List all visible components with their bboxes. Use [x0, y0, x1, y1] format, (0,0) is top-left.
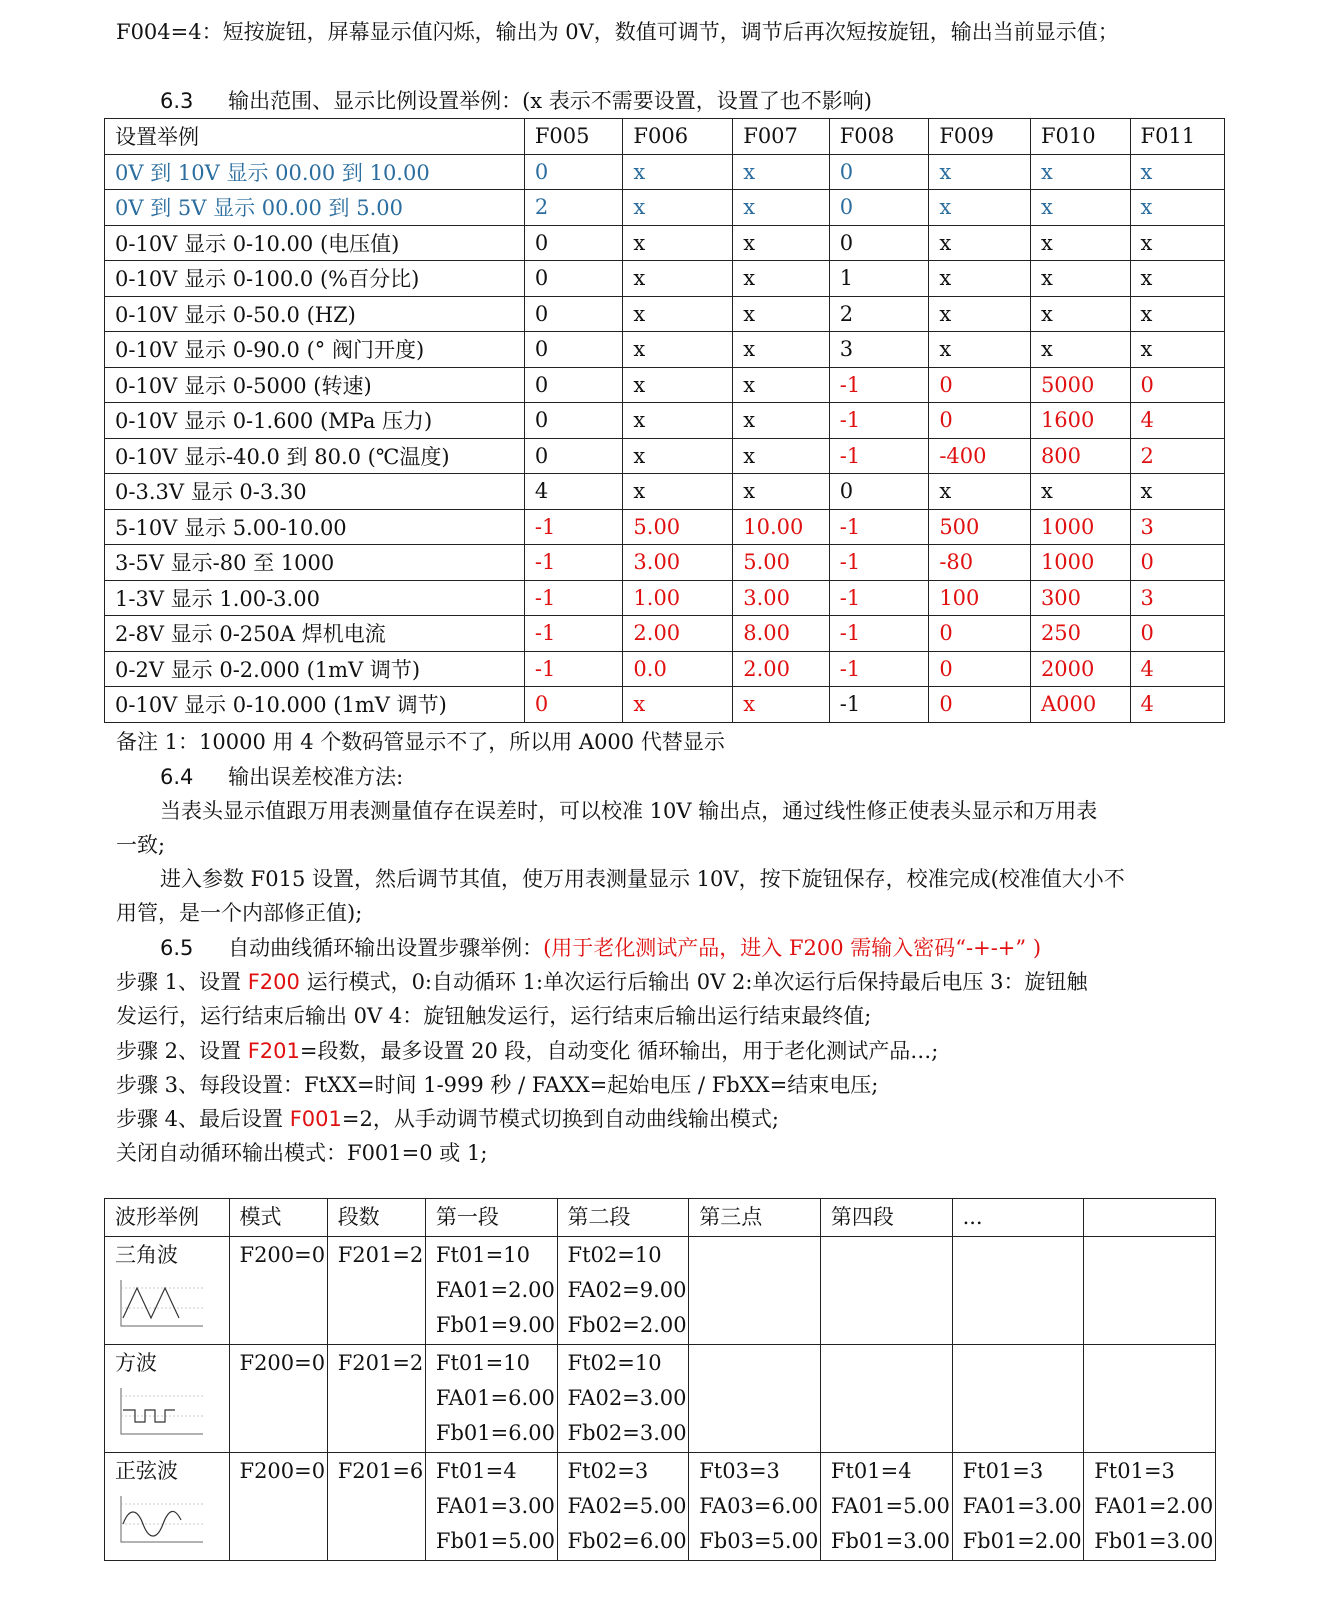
- table-cell: x: [623, 403, 733, 439]
- table-cell: 2.00: [623, 616, 733, 652]
- table-cell: 4: [1130, 651, 1224, 687]
- table-row: [105, 545, 1225, 581]
- table-cell: x: [929, 261, 1031, 297]
- table-cell: 0: [524, 332, 623, 368]
- calibration-paragraph-2: 进入参数 F015 设置，然后调节其值，使万用表测量显示 10V，按下旋钮保存，校准完成(校准值大小不: [160, 867, 1125, 891]
- table-row: [105, 367, 1225, 403]
- segment-cell: Ft02=3 FA02=5.00 Fb02=6.00: [557, 1453, 689, 1561]
- table-cell: -1: [524, 651, 623, 687]
- table-cell: -1: [524, 509, 623, 545]
- table-cell: x: [623, 154, 733, 190]
- table-cell: 4: [524, 474, 623, 510]
- table-cell: 0: [524, 438, 623, 474]
- table-cell: 0: [524, 367, 623, 403]
- section-6-5-heading: [160, 933, 1041, 963]
- table-cell: 0: [829, 190, 929, 226]
- waveform-cell: [105, 1345, 230, 1453]
- step-1: [116, 967, 1087, 997]
- table-cell: -1: [524, 580, 623, 616]
- table-row: [105, 261, 1225, 297]
- table-header-cell: 波形举例: [105, 1199, 230, 1237]
- table-header-row: [105, 1199, 1216, 1237]
- table-cell: 3.00: [733, 580, 829, 616]
- step-4: [116, 1104, 779, 1134]
- table-cell: x: [733, 225, 829, 261]
- table-cell: x: [1130, 190, 1224, 226]
- table-cell: 0: [524, 154, 623, 190]
- table-cell: x: [623, 474, 733, 510]
- table-header-cell: 设置举例: [105, 119, 525, 155]
- table-cell: 0: [829, 225, 929, 261]
- segment-cell: [689, 1345, 821, 1453]
- segment-cell: Ft03=3 FA03=6.00 Fb03=5.00: [689, 1453, 821, 1561]
- step-4-text: 步骤 4、最后设置: [116, 1107, 290, 1131]
- step-4-param: F001: [289, 1107, 342, 1131]
- table-cell: 8.00: [733, 616, 829, 652]
- table-cell: F200=0: [229, 1453, 327, 1561]
- table-row: [105, 651, 1225, 687]
- waveform-name: 三角波: [115, 1243, 178, 1267]
- table-header-cell: 段数: [327, 1199, 425, 1237]
- table-cell: x: [1130, 474, 1224, 510]
- table-header-row: [105, 119, 1225, 155]
- table-cell: x: [623, 261, 733, 297]
- table-cell: -400: [929, 438, 1031, 474]
- segment-cell: Ft01=4 FA01=3.00 Fb01=5.00: [425, 1453, 557, 1561]
- table-cell: -1: [829, 651, 929, 687]
- table-cell: x: [929, 474, 1031, 510]
- table-cell: -80: [929, 545, 1031, 581]
- table-header-cell: 第二段: [557, 1199, 689, 1237]
- table-cell: x: [1030, 261, 1130, 297]
- table-cell: 0-10V 显示 0-1.600 (MPa 压力): [105, 403, 525, 439]
- section-number: 6.5: [160, 936, 194, 960]
- segment-cell: [820, 1345, 952, 1453]
- table-cell: x: [623, 296, 733, 332]
- table-cell: 0-2V 显示 0-2.000 (1mV 调节): [105, 651, 525, 687]
- table-cell: 3-5V 显示-80 至 1000: [105, 545, 525, 581]
- note-1: 备注 1：10000 用 4 个数码管显示不了，所以用 A000 代替显示: [116, 730, 725, 754]
- table-header-cell: F010: [1030, 119, 1130, 155]
- table-cell: -1: [829, 580, 929, 616]
- table-cell: 0: [1130, 616, 1224, 652]
- table-cell: x: [623, 190, 733, 226]
- table-row: [105, 296, 1225, 332]
- table-cell: F200=0: [229, 1345, 327, 1453]
- step-3: 步骤 3、每段设置：FtXX=时间 1-999 秒 / FAXX=起始电压 / FbXX=结束电压;: [116, 1073, 879, 1097]
- segment-cell: [820, 1237, 952, 1345]
- table-cell: 250: [1030, 616, 1130, 652]
- table-cell: 5-10V 显示 5.00-10.00: [105, 509, 525, 545]
- intro-line: F004=4：短按旋钮，屏幕显示值闪烁，输出为 0V，数值可调节，调节后再次短按旋钮，输出当前显示值；: [116, 20, 1119, 44]
- table-header-cell: F007: [733, 119, 829, 155]
- table-cell: x: [623, 225, 733, 261]
- table-cell: x: [733, 154, 829, 190]
- table-row: [105, 616, 1225, 652]
- table-cell: x: [1030, 296, 1130, 332]
- table-cell: x: [733, 367, 829, 403]
- table-row: [105, 438, 1225, 474]
- table-cell: 0-10V 显示 0-90.0 (° 阀门开度): [105, 332, 525, 368]
- table-cell: -1: [829, 616, 929, 652]
- table-cell: -1: [829, 367, 929, 403]
- table-cell: 0: [929, 616, 1031, 652]
- table-cell: 2: [524, 190, 623, 226]
- step-1-cont: 发运行，运行结束后输出 0V 4：旋钮触发运行，运行结束后输出运行结束最终值;: [116, 1004, 872, 1028]
- table-cell: x: [733, 474, 829, 510]
- table-cell: 2000: [1030, 651, 1130, 687]
- table-cell: 0: [524, 403, 623, 439]
- table-cell: x: [733, 403, 829, 439]
- table-header-cell: [1084, 1199, 1216, 1237]
- table-cell: 10.00: [733, 509, 829, 545]
- sine-wave-icon: [115, 1494, 205, 1548]
- table-cell: 4: [1130, 403, 1224, 439]
- section-number: 6.3: [160, 89, 194, 113]
- table-cell: x: [929, 154, 1031, 190]
- table-cell: x: [623, 438, 733, 474]
- segment-cell: [952, 1345, 1084, 1453]
- section-title: 输出误差校准方法:: [228, 765, 404, 789]
- table-cell: 0-10V 显示-40.0 到 80.0 (℃温度): [105, 438, 525, 474]
- table-row: [105, 687, 1225, 723]
- table-cell: x: [1030, 225, 1130, 261]
- table-cell: -1: [829, 687, 929, 723]
- table-cell: 0.0: [623, 651, 733, 687]
- segment-cell: [689, 1237, 821, 1345]
- table-cell: 0: [524, 296, 623, 332]
- waveform-cell: [105, 1237, 230, 1345]
- table-header-cell: 第一段: [425, 1199, 557, 1237]
- table-cell: 0-10V 显示 0-10.000 (1mV 调节): [105, 687, 525, 723]
- table-cell: F200=0: [229, 1237, 327, 1345]
- waveform-table: [104, 1198, 1216, 1561]
- table-cell: 0: [929, 367, 1031, 403]
- section-title-note: (用于老化测试产品，进入 F200 需输入密码“-+-+” ): [543, 936, 1042, 960]
- table-header-cell: F005: [524, 119, 623, 155]
- table-header-cell: 第四段: [820, 1199, 952, 1237]
- step-4-text-b: =2，从手动调节模式切换到自动曲线输出模式;: [341, 1107, 779, 1131]
- segment-cell: Ft01=3 FA01=2.00 Fb01=3.00: [1084, 1453, 1216, 1561]
- table-cell: x: [1130, 296, 1224, 332]
- table-cell: 0: [929, 651, 1031, 687]
- table-cell: -1: [829, 438, 929, 474]
- section-title: 输出范围、显示比例设置举例：(x 表示不需要设置，设置了也不影响): [228, 89, 872, 113]
- table-cell: x: [733, 296, 829, 332]
- table-header-cell: ...: [952, 1199, 1084, 1237]
- table-cell: 5000: [1030, 367, 1130, 403]
- close-auto-mode: 关闭自动循环输出模式：F001=0 或 1;: [116, 1141, 488, 1165]
- segment-cell: Ft02=10 FA02=9.00 Fb02=2.00: [557, 1237, 689, 1345]
- table-cell: 0-10V 显示 0-100.0 (%百分比): [105, 261, 525, 297]
- table-cell: 0: [524, 687, 623, 723]
- table-cell: 2: [829, 296, 929, 332]
- step-1-param: F200: [247, 970, 300, 994]
- table-cell: 0-10V 显示 0-5000 (转速): [105, 367, 525, 403]
- table-header-cell: F011: [1130, 119, 1224, 155]
- segment-cell: [1084, 1345, 1216, 1453]
- step-2-text: 步骤 2、设置: [116, 1039, 248, 1063]
- table-cell: x: [1030, 474, 1130, 510]
- output-range-table: [104, 118, 1225, 723]
- segment-cell: Ft02=10 FA02=3.00 Fb02=3.00: [557, 1345, 689, 1453]
- table-row: [105, 509, 1225, 545]
- table-row: [105, 225, 1225, 261]
- table-cell: 0: [829, 154, 929, 190]
- table-cell: -1: [524, 545, 623, 581]
- table-header-cell: 第三点: [689, 1199, 821, 1237]
- table-cell: 0: [829, 474, 929, 510]
- waveform-cell: [105, 1453, 230, 1561]
- table-cell: 3: [1130, 509, 1224, 545]
- table-cell: -1: [829, 545, 929, 581]
- table-cell: F201=6: [327, 1453, 425, 1561]
- table-header-cell: 模式: [229, 1199, 327, 1237]
- table-cell: F201=2: [327, 1345, 425, 1453]
- table-cell: 1600: [1030, 403, 1130, 439]
- table-cell: 2: [1130, 438, 1224, 474]
- step-2-text-b: =段数，最多设置 20 段，自动变化 循环输出，用于老化测试产品…;: [299, 1039, 939, 1063]
- table-cell: -1: [829, 509, 929, 545]
- table-header-cell: F009: [929, 119, 1031, 155]
- table-cell: 0V 到 10V 显示 00.00 到 10.00: [105, 154, 525, 190]
- table-cell: 1000: [1030, 545, 1130, 581]
- calibration-paragraph-1-cont: 一致;: [116, 833, 166, 857]
- table-cell: 0: [1130, 367, 1224, 403]
- table-row: [105, 580, 1225, 616]
- step-2-param: F201: [247, 1039, 300, 1063]
- segment-cell: Ft01=4 FA01=5.00 Fb01=3.00: [820, 1453, 952, 1561]
- table-cell: x: [929, 332, 1031, 368]
- table-cell: x: [929, 296, 1031, 332]
- table-cell: 3: [1130, 580, 1224, 616]
- table-cell: 800: [1030, 438, 1130, 474]
- table-cell: 0-3.3V 显示 0-3.30: [105, 474, 525, 510]
- segment-cell: [952, 1237, 1084, 1345]
- table-cell: x: [733, 438, 829, 474]
- segment-cell: [1084, 1237, 1216, 1345]
- table-cell: x: [733, 332, 829, 368]
- table-cell: 4: [1130, 687, 1224, 723]
- table-cell: x: [733, 190, 829, 226]
- table-cell: x: [1130, 261, 1224, 297]
- table-cell: x: [1030, 190, 1130, 226]
- table-cell: 0: [929, 403, 1031, 439]
- table-cell: 0: [929, 687, 1031, 723]
- table-cell: 2-8V 显示 0-250A 焊机电流: [105, 616, 525, 652]
- table-cell: x: [623, 687, 733, 723]
- table-cell: x: [1030, 154, 1130, 190]
- square-wave-icon: [115, 1386, 205, 1440]
- table-cell: x: [733, 261, 829, 297]
- table-header-cell: F006: [623, 119, 733, 155]
- section-title: 自动曲线循环输出设置步骤举例：: [228, 936, 544, 960]
- table-cell: 300: [1030, 580, 1130, 616]
- table-cell: 0-10V 显示 0-10.00 (电压值): [105, 225, 525, 261]
- table-cell: -1: [829, 403, 929, 439]
- table-cell: A000: [1030, 687, 1130, 723]
- segment-cell: Ft01=10 FA01=6.00 Fb01=6.00: [425, 1345, 557, 1453]
- table-cell: 0: [1130, 545, 1224, 581]
- table-cell: 100: [929, 580, 1031, 616]
- segment-cell: Ft01=10 FA01=2.00 Fb01=9.00: [425, 1237, 557, 1345]
- table-cell: 0: [524, 261, 623, 297]
- table-header-cell: F008: [829, 119, 929, 155]
- table-cell: 1-3V 显示 1.00-3.00: [105, 580, 525, 616]
- table-cell: 0V 到 5V 显示 00.00 到 5.00: [105, 190, 525, 226]
- table-cell: x: [623, 332, 733, 368]
- calibration-paragraph-2-cont: 用管，是一个内部修正值);: [116, 901, 363, 925]
- table-cell: x: [1130, 332, 1224, 368]
- table-cell: x: [733, 687, 829, 723]
- table-cell: 5.00: [623, 509, 733, 545]
- table-cell: x: [929, 225, 1031, 261]
- table-row: [105, 403, 1225, 439]
- table-row: [105, 332, 1225, 368]
- waveform-name: 正弦波: [115, 1459, 178, 1483]
- table-cell: F201=2: [327, 1237, 425, 1345]
- table-cell: x: [929, 190, 1031, 226]
- table-cell: 2.00: [733, 651, 829, 687]
- table-cell: 1000: [1030, 509, 1130, 545]
- table-cell: x: [1030, 332, 1130, 368]
- table-cell: 1: [829, 261, 929, 297]
- table-cell: 0-10V 显示 0-50.0 (HZ): [105, 296, 525, 332]
- segment-cell: Ft01=3 FA01=3.00 Fb01=2.00: [952, 1453, 1084, 1561]
- triangle-wave-icon: [115, 1278, 205, 1332]
- table-cell: x: [1130, 154, 1224, 190]
- table-cell: 500: [929, 509, 1031, 545]
- table-cell: -1: [524, 616, 623, 652]
- waveform-name: 方波: [115, 1351, 157, 1375]
- step-2: [116, 1036, 938, 1066]
- table-cell: 5.00: [733, 545, 829, 581]
- table-cell: x: [623, 367, 733, 403]
- table-row: [105, 154, 1225, 190]
- table-row: [105, 190, 1225, 226]
- table-cell: 0: [524, 225, 623, 261]
- table-row: [105, 1237, 1216, 1345]
- section-6-3-heading: [160, 86, 872, 116]
- step-1-text: 步骤 1、设置: [116, 970, 248, 994]
- table-cell: 3: [829, 332, 929, 368]
- section-number: 6.4: [160, 765, 194, 789]
- calibration-paragraph-1: 当表头显示值跟万用表测量值存在误差时，可以校准 10V 输出点，通过线性修正使表头显示和万用表: [160, 799, 1098, 823]
- table-row: [105, 1453, 1216, 1561]
- table-cell: 3.00: [623, 545, 733, 581]
- table-row: [105, 1345, 1216, 1453]
- table-row: [105, 474, 1225, 510]
- table-cell: x: [1130, 225, 1224, 261]
- step-1-text-b: 运行模式，0:自动循环 1:单次运行后输出 0V 2:单次运行后保持最后电压 3：旋钮触: [299, 970, 1088, 994]
- section-6-4-heading: [160, 762, 403, 792]
- table-cell: 1.00: [623, 580, 733, 616]
